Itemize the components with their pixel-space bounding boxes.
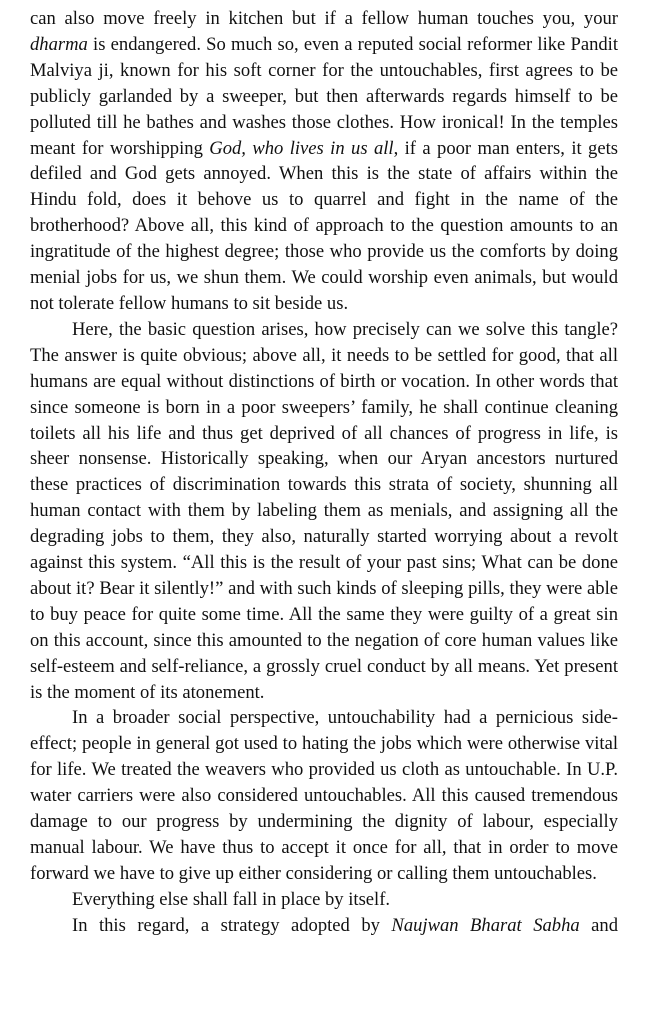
paragraph-2 — [30, 317, 618, 706]
paragraph-5-text: and — [579, 914, 619, 936]
paragraph-1 — [30, 6, 618, 317]
paragraph-5-text: In this regard, a strategy adopted by — [72, 914, 392, 936]
paragraph-1-text: is endangered. So much so, even a reputed social reformer like Pandit Malviya ji, known for his soft corner for the untouchables, first agrees to be publicly garlanded by a sweeper, but then afterwards regards himself to be polluted till he bathes and washes those clothes. How ironical! In the temples meant for worshipping — [30, 33, 618, 159]
org-naujwan-bharat-sabha: Naujwan Bharat Sabha — [391, 914, 580, 936]
paragraph-1-text: , if a poor man enters, it gets defiled and God gets annoyed. When this is the state of affairs within the Hindu fold, does it behove us to quarrel and fight in the name of the brotherhood? Above all, this kind of approach to the question amounts to an ingratitude of the highest degree; those who provide us the comforts by doing menial jobs for us, we shun them. We could worship even animals, but would not tolerate fellow humans to sit beside us. — [30, 137, 619, 314]
paragraph-3 — [30, 705, 618, 886]
paragraph-4 — [30, 887, 618, 913]
paragraph-3-text: In a broader social perspective, untouchability had a pernicious side-effect; people in general got used to hating the jobs which were otherwise vital for life. We treated the weavers who provided us cloth as untouchable. In U.P. water carriers were also considered untouchables. All this caused tremendous damage to our progress by undermining the dignity of labour, especially manual labour. We have thus to accept it once for all, that in order to move forward we have to give up either considering or calling them untouchables. — [30, 707, 618, 884]
phrase-god-who-lives-in-us-all: God, who lives in us all — [209, 137, 394, 159]
document-page — [30, 6, 618, 939]
paragraph-1-text: can also move freely in kitchen but if a fellow human touches you, your — [30, 8, 618, 29]
term-dharma: dharma — [30, 33, 88, 55]
paragraph-2-text: Here, the basic question arises, how precisely can we solve this tangle? The answer is quite obvious; above all, it needs to be settled for good, that all humans are equal without distinctions of birth or vocation. In other words that since someone is born in a poor sweepers’ family, he shall continue cleaning toilets all his life and thus get deprived of all chances of progress in life, is sheer nonsense. Historically speaking, when our Aryan ancestors nurtured these practices of discrimination towards this strata of society, shunning all human contact with them by labeling them as menials, and assigning all the degrading jobs to them, they also, naturally started worrying about a revolt against this system. “All this is the result of your past sins; What can be done about it? Bear it silently!” and with such kinds of sleeping pills, they were able to buy peace for quite some time. All the same they were guilty of a great sin on this account, since this amounted to the negation of core human values like self-esteem and self-reliance, a grossly cruel conduct by all means. Yet present is the moment of its atonement. — [30, 318, 618, 703]
paragraph-5 — [30, 913, 618, 939]
paragraph-4-text: Everything else shall fall in place by itself. — [72, 888, 391, 910]
